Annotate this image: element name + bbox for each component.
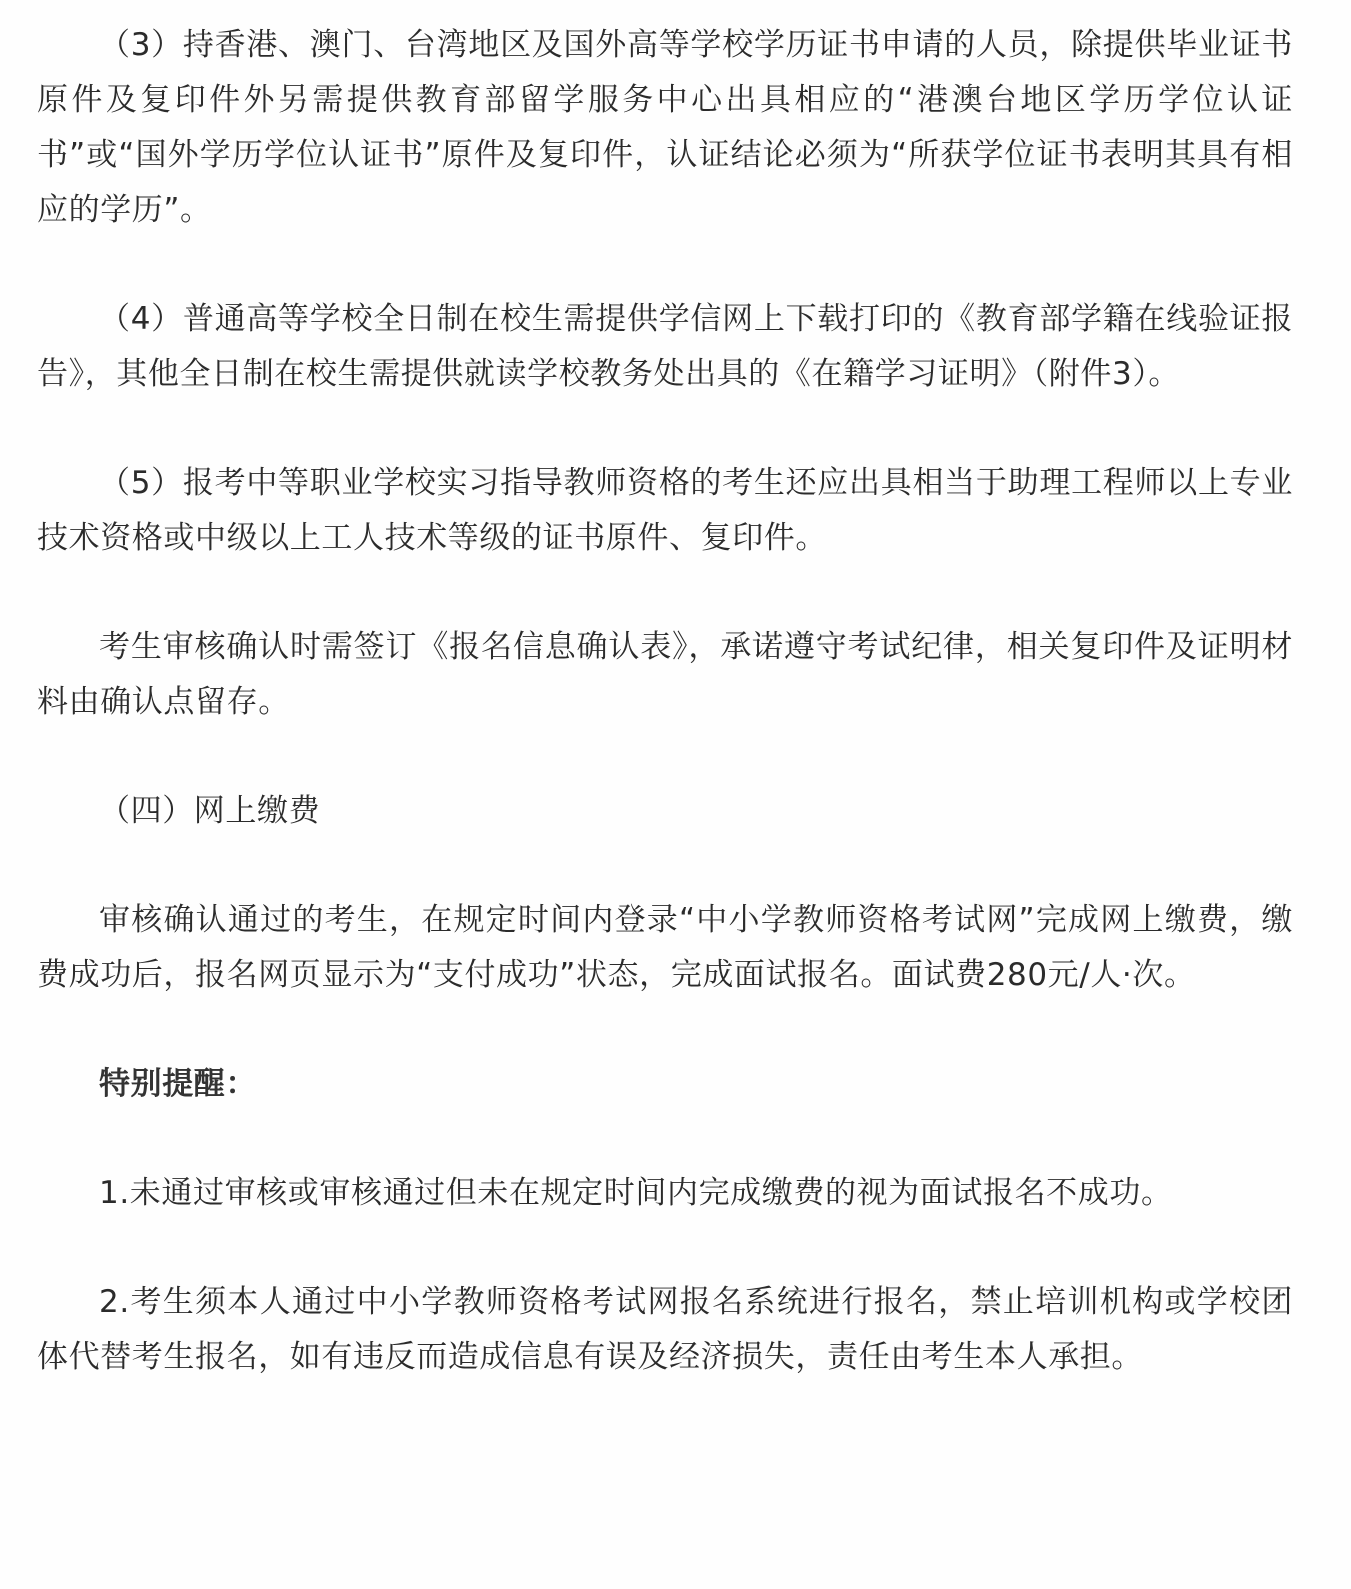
paragraph-item-5: （5）报考中等职业学校实习指导教师资格的考生还应出具相当于助理工程师以上专业技术资格或中级以上工人技术等级的证书原件、复印件。 xyxy=(37,465,1293,556)
special-reminder-heading: 特别提醒： xyxy=(99,1066,257,1102)
section-heading-online-payment: （四）网上缴费 xyxy=(99,793,321,829)
paragraph-item-4: （4）普通高等学校全日制在校生需提供学信网上下载打印的《教育部学籍在线验证报告》，其他全日制在校生需提供就读学校教务处出具的《在籍学习证明》（附件3）。 xyxy=(37,301,1293,392)
document-body xyxy=(37,18,1293,1439)
paragraph-item-3: （3）持香港、澳门、台湾地区及国外高等学校学历证书申请的人员，除提供毕业证书原件及复印件外另需提供教育部留学服务中心出具相应的“港澳台地区学历学位认证书”或“国外学历学位认证书”原件及复印件，认证结论必须为“所获学位证书表明其具有相应的学历”。 xyxy=(37,27,1293,228)
reminder-item-2: 2.考生须本人通过中小学教师资格考试网报名系统进行报名，禁止培训机构或学校团体代替考生报名，如有违反而造成信息有误及经济损失，责任由考生本人承担。 xyxy=(37,1284,1293,1375)
reminder-item-1: 1.未通过审核或审核通过但未在规定时间内完成缴费的视为面试报名不成功。 xyxy=(99,1175,1173,1211)
paragraph-payment: 审核确认通过的考生，在规定时间内登录“中小学教师资格考试网”完成网上缴费，缴费成功后，报名网页显示为“支付成功”状态，完成面试报名。面试费280元/人·次。 xyxy=(37,902,1293,993)
paragraph-confirmation: 考生审核确认时需签订《报名信息确认表》，承诺遵守考试纪律，相关复印件及证明材料由确认点留存。 xyxy=(37,629,1293,720)
